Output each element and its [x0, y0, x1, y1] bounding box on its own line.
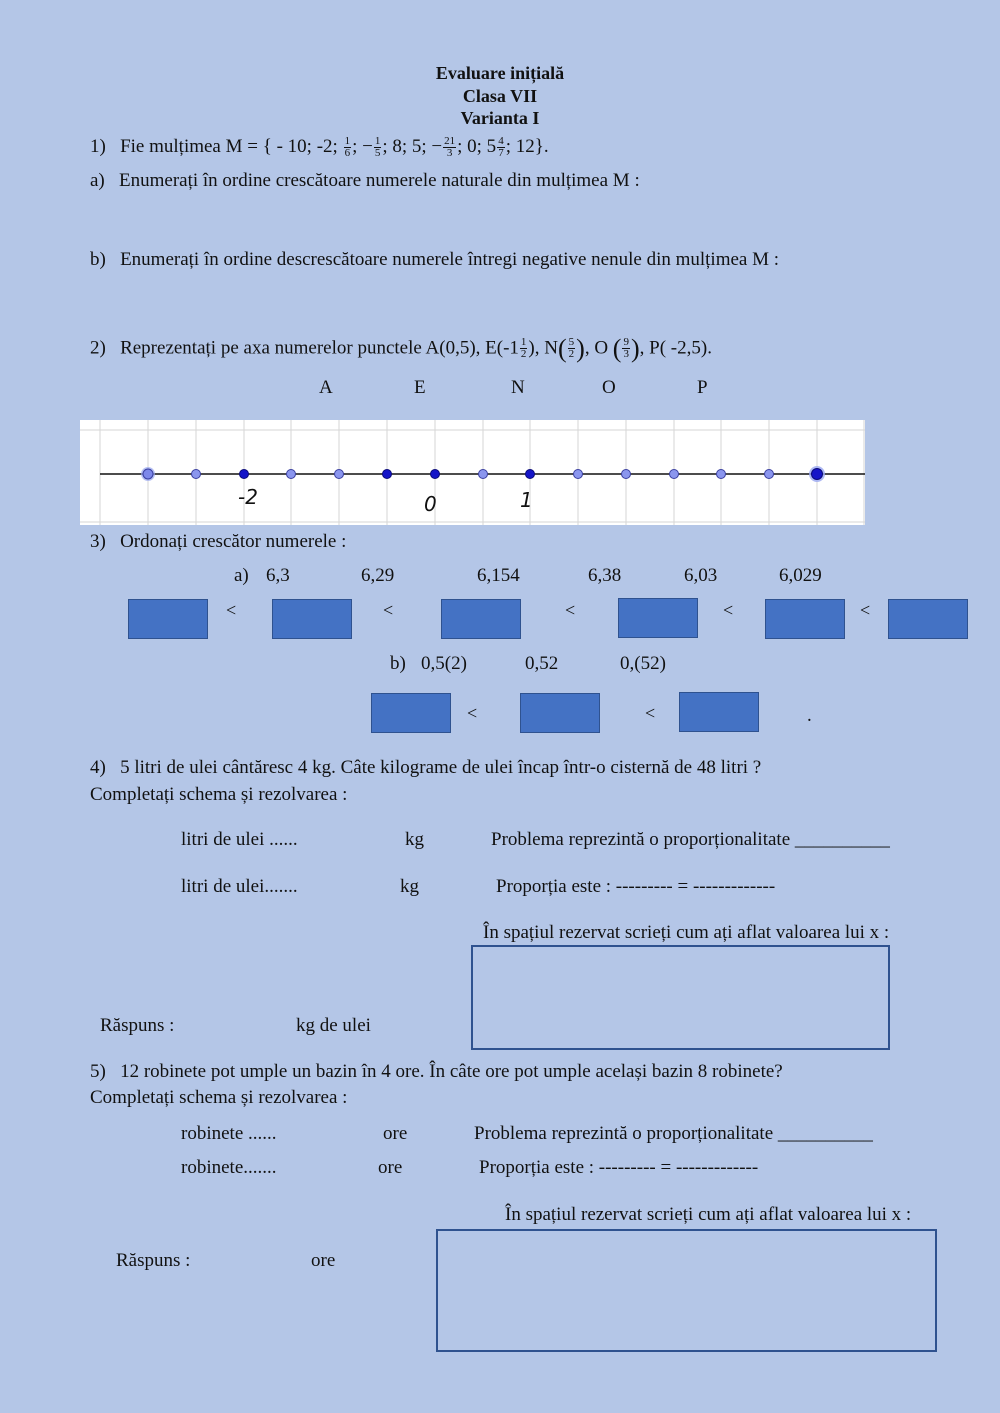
q3a-blank-2[interactable] [272, 599, 352, 639]
less-than-sign: < [645, 703, 656, 723]
q5-row1-left: robinete ...... [181, 1123, 277, 1144]
q3-statement: 3) Ordonați crescător numerele : [90, 531, 347, 552]
q4-answer-box[interactable] [471, 945, 890, 1050]
q1-statement: 1) Fie mulțimea M = { - 10; -2; $\frac{1}{6}$ ; − $\frac{1}{5}$ ; 8; 5; − $\frac{21}{3}$ ; 0; 5 $\frac{4}{7}$ ; 12}. [90, 135, 549, 160]
q5-row1-right: Problema reprezintă o proporționalitate __________ [474, 1123, 873, 1144]
q5-answer-label: Răspuns : [116, 1250, 191, 1271]
q3a-value: 6,38 [588, 565, 622, 586]
fraction-1-5: $\frac{1}{5}$ [374, 135, 381, 160]
q3a-value: 6,029 [779, 565, 822, 586]
point-label-n: N [511, 377, 525, 398]
less-than-sign: < [565, 600, 576, 620]
less-than-sign: < [383, 600, 394, 620]
fraction-9-3: $\frac{9}{3}$ [623, 336, 629, 361]
page-title: Evaluare inițială [435, 63, 565, 83]
q5-space-label: În spațiul rezervat scrieți cum ați aflat valoarea lui x : [505, 1204, 912, 1225]
q3a-value: 6,3 [266, 565, 290, 586]
q5-answer-unit: ore [311, 1250, 336, 1271]
fraction-4-7: $\frac{4}{7}$ [498, 135, 504, 160]
axis-label-minus-2: -2 [238, 485, 258, 509]
q1a-text: a) Enumerați în ordine crescătoare numerele naturale din mulțimea M : [90, 170, 640, 191]
q4-statement: 4) 5 litri de ulei cântăresc 4 kg. Câte kilograme de ulei încap într-o cisternă de 48 litri ? [90, 757, 762, 778]
q2-number: 2) [90, 337, 106, 359]
q5-row2-left: robinete....... [181, 1157, 277, 1178]
number-line[interactable] [80, 420, 865, 525]
q4-space-label: În spațiul rezervat scrieți cum ați aflat valoarea lui x : [483, 922, 890, 943]
q3a-label: a) [234, 565, 249, 586]
q3b-blank-1[interactable] [371, 693, 451, 733]
q5-answer-box[interactable] [436, 1229, 937, 1352]
axis-label-1: 1 [520, 488, 533, 512]
q3b-value: 0,5(2) [421, 653, 467, 674]
less-than-sign: < [723, 600, 734, 620]
q5-row1-unit: ore [383, 1123, 408, 1144]
q4-row2-left: litri de ulei....... [181, 876, 298, 897]
q3b-blank-2[interactable] [520, 693, 600, 733]
class-label: Clasa VII [462, 86, 538, 106]
q4-answer-label: Răspuns : [100, 1015, 175, 1036]
q3a-value: 6,03 [684, 565, 718, 586]
q5-instruction: Completați schema și rezolvarea : [90, 1087, 348, 1108]
variant-label: Varianta I [460, 108, 540, 128]
q1-number: 1) [90, 136, 106, 157]
q2-statement: 2) Reprezentați pe axa numerelor punctele A(0,5), E(-1 $\frac{1}{2}$ ), N( $\frac{5}{2}$ ), O ( $\frac{9}{3}$ ), P( -2,5). [90, 334, 712, 363]
point-label-e: E [414, 377, 426, 398]
fraction-5-2: $\frac{5}{2}$ [568, 336, 575, 361]
q3a-blank-5[interactable] [765, 599, 845, 639]
q3a-blank-1[interactable] [128, 599, 208, 639]
q3a-value: 6,154 [477, 565, 520, 586]
q5-row2-right: Proporția este : --------- = ------------- [479, 1157, 759, 1178]
point-label-o: O [602, 377, 616, 398]
less-than-sign: < [226, 600, 237, 620]
q3b-value: 0,(52) [620, 653, 666, 674]
fraction-1-2: $\frac{1}{2}$ [520, 336, 527, 361]
end-dot: . [807, 705, 812, 726]
q4-row1-left: litri de ulei ...... [181, 829, 298, 850]
fraction-21-3: $\frac{21}{3}$ [444, 135, 456, 160]
q4-row1-unit: kg [405, 829, 424, 850]
q3a-blank-3[interactable] [441, 599, 521, 639]
q4-instruction: Completați schema și rezolvarea : [90, 784, 348, 805]
point-label-a: A [319, 377, 333, 398]
q3b-blank-3[interactable] [679, 692, 759, 732]
q3a-blank-6[interactable] [888, 599, 968, 639]
q4-row2-unit: kg [400, 876, 419, 897]
q4-answer-unit: kg de ulei [296, 1015, 371, 1036]
q1b-text: b) Enumerați în ordine descrescătoare numerele întregi negative nenule din mulțimea M : [90, 249, 780, 270]
q3a-blank-4[interactable] [618, 598, 698, 638]
q3b-label: b) [390, 653, 406, 674]
fraction-1-6: $\frac{1}{6}$ [344, 135, 351, 160]
less-than-sign: < [860, 600, 871, 620]
less-than-sign: < [467, 703, 478, 723]
q5-statement: 5) 12 robinete pot umple un bazin în 4 ore. În câte ore pot umple același bazin 8 robinete? [90, 1061, 783, 1082]
q3a-value: 6,29 [361, 565, 395, 586]
number-line-svg [80, 420, 865, 525]
q3b-value: 0,52 [525, 653, 559, 674]
point-label-p: P [697, 377, 708, 398]
axis-label-0: 0 [424, 492, 437, 516]
q5-row2-unit: ore [378, 1157, 403, 1178]
q4-row1-right: Problema reprezintă o proporționalitate __________ [491, 829, 890, 850]
q4-row2-right: Proporția este : --------- = ------------- [496, 876, 776, 897]
